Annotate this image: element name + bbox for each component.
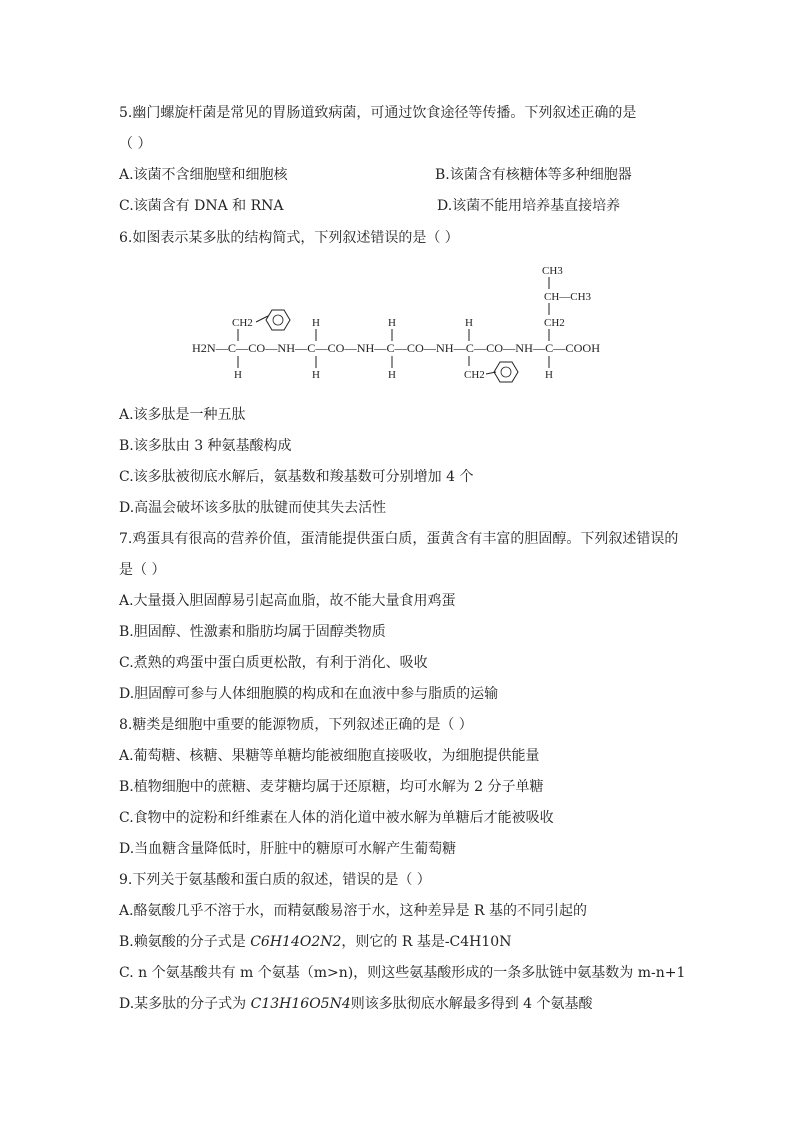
ch2-right-label: CH2 bbox=[544, 317, 565, 329]
q7-option-c: C.煮熟的鸡蛋中蛋白质更松散，有利于消化、吸收 bbox=[119, 655, 428, 671]
q5-paren: （ ） bbox=[119, 136, 152, 152]
h-label: H bbox=[388, 317, 396, 329]
h-label: H bbox=[465, 317, 473, 329]
q8-option-c: C.食物中的淀粉和纤维素在人体的消化道中被水解为单糖后才能被吸收 bbox=[119, 810, 554, 826]
ch2-left-label: CH2 bbox=[232, 317, 253, 329]
q8-option-a: A.葡萄糖、核糖、果糖等单糖均能被细胞直接吸收，为细胞提供能量 bbox=[119, 748, 540, 764]
q6-stem: 6.如图表示某多肽的结构简式，下列叙述错误的是（ ） bbox=[119, 230, 459, 246]
q8-option-b: B.植物细胞中的蔗糖、麦芽糖均属于还原糖，均可水解为 2 分子单糖 bbox=[119, 779, 544, 795]
h-label: H bbox=[388, 369, 396, 381]
q9-option-b-suffix: ，则它的 R 基是-C4H10N bbox=[341, 934, 512, 950]
q5-option-b: B.该菌含有核糖体等多种细胞器 bbox=[435, 167, 632, 183]
polypeptide-structure-diagram bbox=[180, 258, 620, 388]
q7-option-a: A.大量摄入胆固醇易引起高血脂，故不能大量食用鸡蛋 bbox=[119, 593, 456, 609]
q6-option-d: D.高温会破坏该多肽的肽键而使其失去活性 bbox=[119, 500, 387, 516]
main-chain-label: H2N—C—CO—NH—C—CO—NH—C—CO—NH—C—CO—NH—C—COOH bbox=[192, 343, 600, 355]
q6-option-c: C.该多肽被彻底水解后，氨基数和羧基数可分别增加 4 个 bbox=[119, 469, 474, 485]
q8-option-d: D.当血糖含量降低时，肝脏中的糖原可水解产生葡萄糖 bbox=[119, 841, 457, 857]
h-label: H bbox=[234, 369, 242, 381]
h-label: H bbox=[312, 317, 320, 329]
q5-stem: 5.幽门螺旋杆菌是常见的胃肠道致病菌，可通过饮食途径等传播。下列叙述正确的是 bbox=[119, 105, 637, 121]
q7-option-b: B.胆固醇、性激素和脂肪均属于固醇类物质 bbox=[119, 624, 386, 640]
h-label: H bbox=[312, 369, 320, 381]
q9-option-b-prefix: B.赖氨酸的分子式是 bbox=[119, 934, 251, 950]
q5-option-c: C.该菌含有 DNA 和 RNA bbox=[119, 198, 284, 214]
q9-stem: 9.下列关于氨基酸和蛋白质的叙述，错误的是（ ） bbox=[119, 872, 431, 888]
q9-option-d-suffix: 则该多肽彻底水解最多得到 4 个氨基酸 bbox=[350, 996, 593, 1012]
q9-option-c: C. n 个氨基酸共有 m 个氨基（m>n)，则这些氨基酸形成的一条多肽链中氨基数为 m-n+1 bbox=[119, 965, 686, 981]
q8-stem: 8.糖类是细胞中重要的能源物质，下列叙述正确的是（ ） bbox=[119, 717, 473, 733]
q9-option-b bbox=[119, 932, 511, 952]
q9-option-d bbox=[119, 994, 593, 1014]
q6-option-a: A.该多肽是一种五肽 bbox=[119, 407, 246, 423]
q7-stem-cont: 是（ ） bbox=[119, 562, 166, 578]
ch3-top-label: CH3 bbox=[542, 265, 563, 277]
q9-option-d-prefix: D.某多肽的分子式为 bbox=[119, 996, 251, 1012]
benzene-ring-icon bbox=[266, 310, 290, 330]
q5-option-a: A.该菌不含细胞壁和细胞核 bbox=[119, 167, 288, 183]
polypeptide-formula: C13H16O5N4 bbox=[250, 996, 351, 1012]
lysine-formula: C6H14O2N2 bbox=[250, 934, 342, 950]
q5-option-d: D.该菌不能用培养基直接培养 bbox=[437, 198, 621, 214]
q7-stem: 7.鸡蛋具有很高的营养价值，蛋清能提供蛋白质，蛋黄含有丰富的胆固醇。下列叙述错误的 bbox=[119, 531, 679, 547]
ch2-lower-label: CH2 bbox=[464, 369, 485, 381]
h-label: H bbox=[545, 369, 553, 381]
benzene-ring-icon bbox=[494, 362, 518, 382]
q9-option-a: A.酪氨酸几乎不溶于水，而精氨酸易溶于水，这种差异是 R 基的不同引起的 bbox=[119, 903, 588, 919]
q6-option-b: B.该多肽由 3 种氨基酸构成 bbox=[119, 438, 292, 454]
ch-ch3-label: CH—CH3 bbox=[544, 291, 592, 303]
q7-option-d: D.胆固醇可参与人体细胞膜的构成和在血液中参与脂质的运输 bbox=[119, 686, 499, 702]
